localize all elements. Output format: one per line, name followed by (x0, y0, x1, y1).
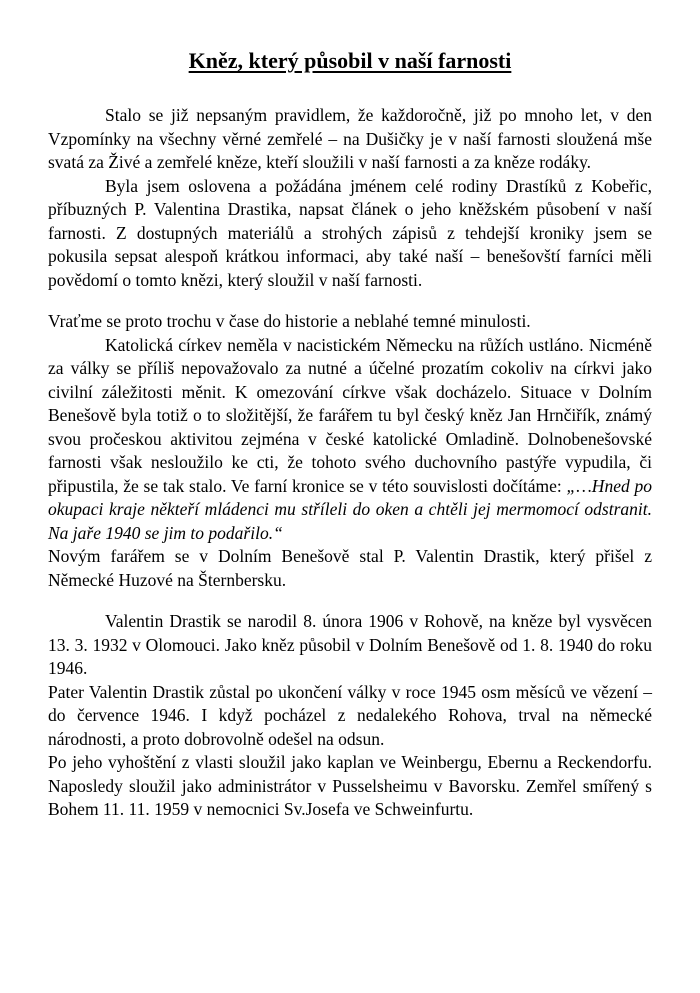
paragraph-history-lead: Vraťme se proto trochu v čase do historie a neblahé temné minulosti. (48, 311, 531, 331)
chronicle-quote: „…Hned po okupaci kraje někteří mládenci mu stříleli do oken a chtěli jej mermomocí odstranit. Na jaře 1940 se jim to podařilo.“ (48, 475, 652, 543)
blank-line (48, 292, 652, 310)
paragraph-prison-expulsion: Pater Valentin Drastik zůstal po ukončení války v roce 1945 osm měsíců ve vězení – do července 1946. I když pocházel z nedalekého Rohova, trval na německé národnosti, a proto dobrovolně odešel na odsun. (48, 681, 652, 749)
paragraph-church-nazi-era (48, 334, 652, 546)
document-title: Kněz, který působil v naší farnosti (188, 48, 512, 73)
blank-line (48, 592, 652, 610)
paragraph-church-nazi-era-text: Katolická církev neměla v nacistickém Německu na růžích ustláno. Nicméně za války se příliš nepovažovalo za nutné a účelné prozatím cokoliv na církvi jako civilní záležitosti měnit. K omezování církve však docházelo. Situace v Dolním Benešově byla totiž o to složitější, že farářem tu byl český kněz Jan Hrnčiřík, známý svou pročeskou aktivitou zejména v české katolické Omladině. Dolnobenešovské farnosti však nesloužilo ke cti, že tohoto svého duchovního pastýře vypudila, či připustila, že se tak stalo. Ve farní kronice se v této souvislosti dočítáme: (48, 334, 652, 496)
paragraph-biography-birth: Valentin Drastik se narodil 8. února 1906 v Rohově, na kněze byl vysvěcen 13. 3. 1932 v Olomouci. Jako kněz působil v Dolním Benešově od 1. 8. 1940 do roku 1946. (48, 611, 652, 678)
paragraph-intro-tradition: Stalo se již nepsaným pravidlem, že každoročně, již po mnoho let, v den Vzpomínky na všechny věrné zemřelé – na Dušičky je v naší farnosti sloužená mše svatá za Živé a zemřelé kněze, kteří sloužili v naší farnosti a za kněze rodáky. (48, 105, 652, 172)
paragraph-later-life-death: Po jeho vyhoštění z vlasti sloužil jako kaplan ve Weinbergu, Ebernu a Reckendorfu. Naposledy sloužil jako administrátor v Pusselsheimu v Bavorsku. Zemřel smířený s Bohem 11. 11. 1959 v nemocnici Sv.Josefa ve Schweinfurtu. (48, 752, 652, 819)
paragraph-new-priest: Novým farářem se v Dolním Benešově stal P. Valentin Drastik, který přišel z Německé Huzové na Šternbersku. (48, 546, 652, 590)
paragraph-request-family: Byla jsem oslovena a požádána jménem celé rodiny Drastíků z Kobeřic, příbuzných P. Valentina Drastika, napsat článek o jeho kněžském působení v naší farnosti. Z dostupných materiálů a strohých zápisů z tehdejší kroniky jsem se pokusila sepsat alespoň krátkou informaci, aby také naší – benešovští farníci měli povědomí o tomto knězi, který sloužil v naší farnosti. (48, 175, 652, 290)
